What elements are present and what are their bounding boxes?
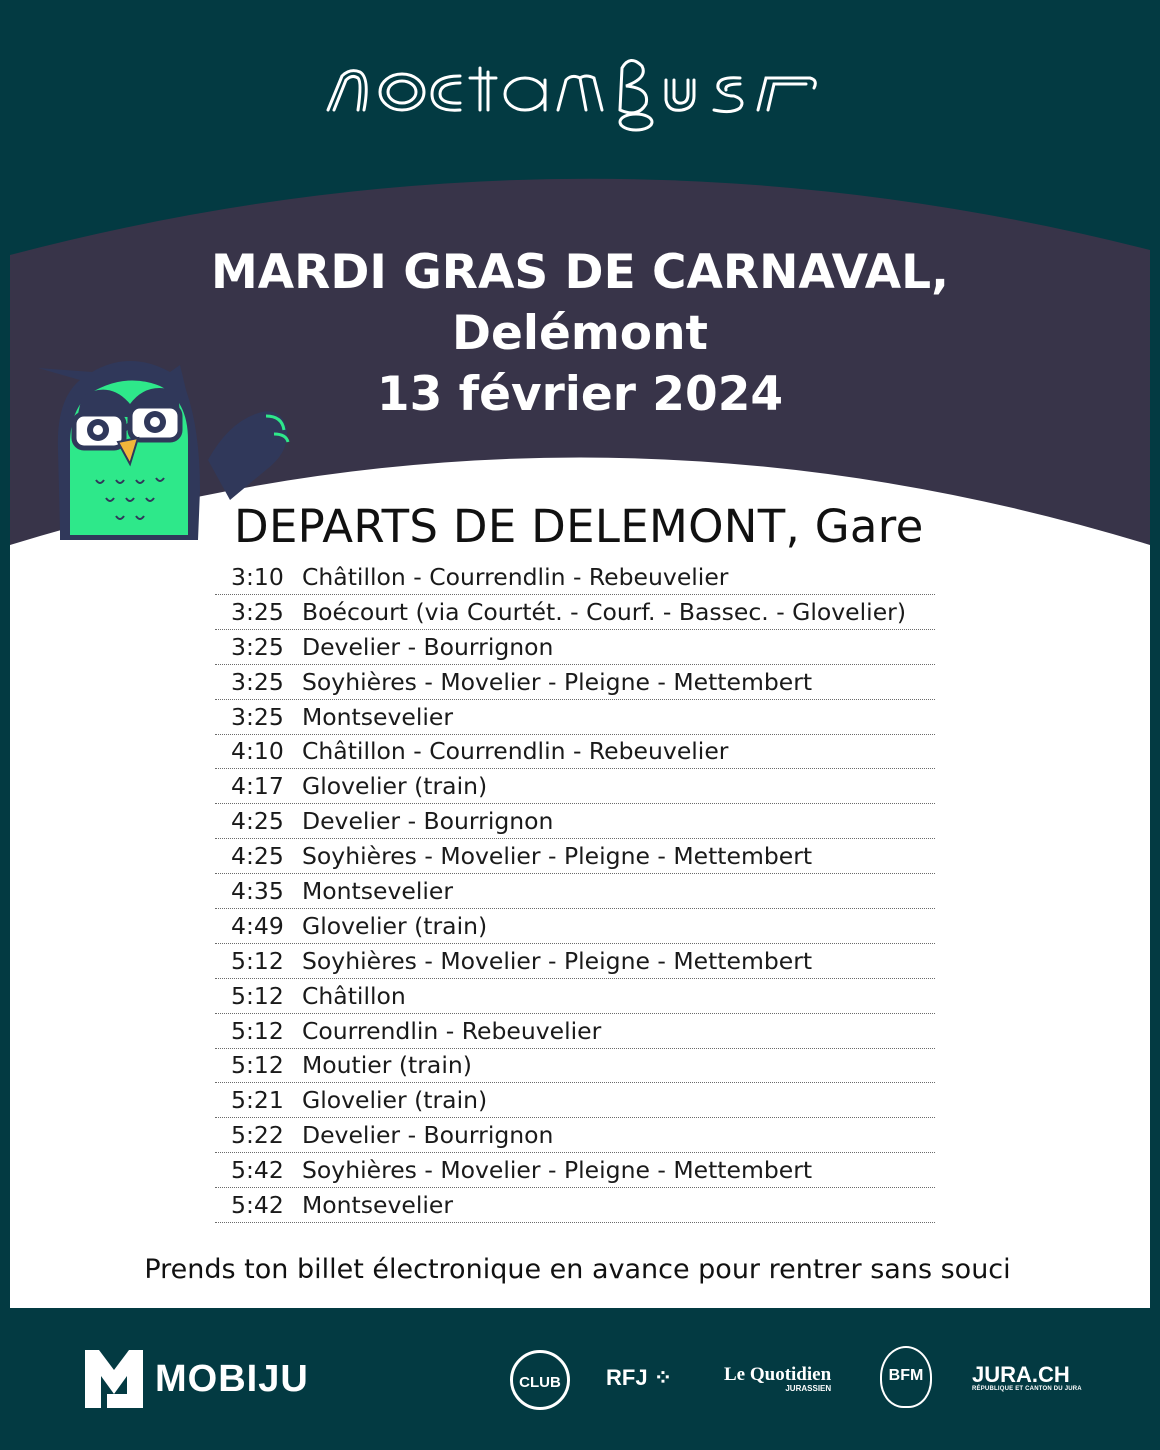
departure-destination: Châtillon - Courrendlin - Rebeuvelier [302, 563, 729, 591]
departure-row [215, 596, 935, 630]
bfm-logo: BFM [880, 1346, 932, 1408]
departure-destination: Montsevelier [302, 877, 454, 906]
departure-time: 4:35 [231, 877, 284, 906]
departure-time: 4:17 [231, 772, 284, 801]
departure-destination: Soyhières - Movelier - Pleigne - Mettembert [302, 1156, 813, 1185]
departure-row [215, 561, 935, 595]
departure-time: 3:25 [231, 632, 284, 661]
departure-destination: Develier - Bourrignon [302, 632, 554, 661]
departure-time: 4:10 [231, 737, 284, 766]
departure-time: 4:49 [231, 911, 284, 940]
departure-row [215, 1084, 935, 1118]
departure-time: 5:42 [231, 1156, 284, 1185]
departure-row [215, 840, 935, 874]
rfj-logo [606, 1365, 672, 1391]
departure-destination: Soyhières - Movelier - Pleigne - Mettembert [302, 667, 813, 696]
departure-row [215, 735, 935, 769]
quotidien-label: Le Quotidien [724, 1364, 832, 1385]
departure-destination: Montsevelier [302, 702, 454, 731]
departure-time: 3:25 [231, 667, 284, 696]
departure-row [215, 1154, 935, 1188]
departure-row [215, 1015, 935, 1049]
jura-logo [972, 1362, 1082, 1392]
departure-row [215, 805, 935, 839]
event-location: Delémont [451, 306, 709, 361]
departure-destination: Courrendlin - Rebeuvelier [302, 1016, 602, 1045]
departure-row [215, 1189, 935, 1223]
departure-destination: Glovelier (train) [302, 911, 488, 940]
event-date: 13 février 2024 [376, 367, 784, 422]
departure-row [215, 666, 935, 700]
departure-row [215, 980, 935, 1014]
departure-time: 5:12 [231, 946, 284, 975]
mobiju-label: MOBIJU [155, 1357, 309, 1400]
departure-time: 5:21 [231, 1086, 284, 1115]
noctambus-logo [320, 38, 830, 134]
departure-destination: Moutier (train) [302, 1051, 472, 1080]
departure-destination: Develier - Bourrignon [302, 1121, 554, 1150]
jura-sub: RÉPUBLIQUE ET CANTON DU JURA [972, 1386, 1082, 1392]
departure-row [215, 1119, 935, 1153]
departure-time: 5:12 [231, 1016, 284, 1045]
departures-heading: DEPARTS DE DELEMONT, Gare [234, 500, 924, 553]
departure-row [215, 945, 935, 979]
departure-destination: Châtillon - Courrendlin - Rebeuvelier [302, 737, 729, 766]
departure-time: 5:12 [231, 1051, 284, 1080]
departure-row [215, 875, 935, 909]
departure-time: 5:22 [231, 1121, 284, 1150]
departure-destination: Develier - Bourrignon [302, 807, 554, 836]
departure-time: 3:25 [231, 597, 284, 626]
departure-row [215, 701, 935, 735]
mobiju-logo [85, 1350, 309, 1408]
departure-row [215, 910, 935, 944]
departure-destination: Soyhières - Movelier - Pleigne - Mettembert [302, 842, 813, 871]
departure-time: 3:10 [231, 563, 284, 591]
quotidien-logo [724, 1364, 831, 1393]
ticket-note: Prends ton billet électronique en avance pour rentrer sans souci [144, 1254, 1011, 1285]
departure-time: 3:25 [231, 702, 284, 731]
quotidien-sub: JURASSIEN [785, 1384, 832, 1393]
departure-time: 5:42 [231, 1191, 284, 1220]
departure-row [215, 770, 935, 804]
rfj-dots-icon: ⁘ [653, 1365, 673, 1390]
departure-destination: Glovelier (train) [302, 1086, 488, 1115]
departure-destination: Glovelier (train) [302, 772, 488, 801]
departure-destination: Montsevelier [302, 1191, 454, 1220]
departure-time: 5:12 [231, 981, 284, 1010]
departure-time: 4:25 [231, 807, 284, 836]
event-title-line1: MARDI GRAS DE CARNAVAL, [211, 245, 949, 300]
departure-row [215, 1049, 935, 1083]
departure-destination: Châtillon [302, 981, 406, 1010]
club-logo: CLUB [510, 1350, 570, 1410]
departure-row [215, 631, 935, 665]
departures-list [215, 561, 935, 1224]
departure-time: 4:25 [231, 842, 284, 871]
jura-label: JURA.CH [972, 1362, 1070, 1387]
mobiju-icon [85, 1350, 143, 1408]
departure-destination: Soyhières - Movelier - Pleigne - Mettembert [302, 946, 813, 975]
rfj-label: RFJ [606, 1365, 648, 1390]
departure-destination: Boécourt (via Courtét. - Courf. - Bassec. - Glovelier) [302, 597, 906, 626]
